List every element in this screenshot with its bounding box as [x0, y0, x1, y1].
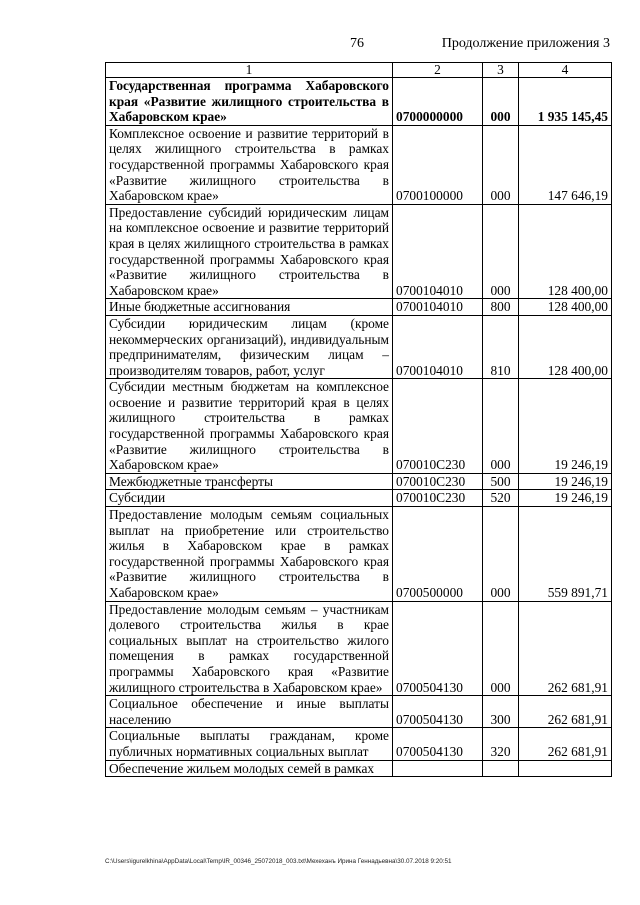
row-name-cell: Предоставление субсидий юридическим лицам на комплексное освоение и развитие территорий края в целях жилищного строительства в рамках государственной программы Хабаровского края «Развитие жилищного строительства в Хабаровском крае» — [106, 204, 393, 299]
row-code-cell: 0700104010 — [393, 315, 483, 378]
page-header — [0, 36, 640, 56]
table-row — [106, 760, 612, 777]
row-name-cell: Иные бюджетные ассигнования — [106, 299, 393, 316]
row-code-cell: 0700500000 — [393, 507, 483, 602]
row-code-cell: 0700000000 — [393, 78, 483, 126]
budget-table — [105, 62, 612, 777]
row-code-cell: 070010С230 — [393, 473, 483, 490]
row-amount-cell: 1 935 145,45 — [519, 78, 612, 126]
row-amount-cell: 128 400,00 — [519, 315, 612, 378]
table-row — [106, 473, 612, 490]
row-type-cell: 320 — [483, 728, 519, 760]
table-row — [106, 490, 612, 507]
table-row — [106, 379, 612, 474]
row-amount-cell: 559 891,71 — [519, 507, 612, 602]
table-row — [106, 78, 612, 126]
row-code-cell: 0700100000 — [393, 125, 483, 204]
table-row — [106, 696, 612, 728]
row-type-cell — [483, 760, 519, 777]
file-path-footer: C:\Users\igurelkhina\AppData\Local\Temp\IR_00346_25072018_003.txt\Мехеханъ Ирина Геннадьевна\30.07.2018 9:20:51 — [105, 858, 452, 865]
row-amount-cell: 19 246,19 — [519, 490, 612, 507]
table-row — [106, 601, 612, 696]
row-amount-cell — [519, 760, 612, 777]
table-row — [106, 315, 612, 378]
table-header-row — [106, 63, 612, 78]
row-name-cell: Межбюджетные трансферты — [106, 473, 393, 490]
row-name-cell: Предоставление молодым семьям – участникам долевого строительства жилья в крае социальных выплат на строительство жилого помещения в рамках государственной программы Хабаровского края «Развитие жилищного строительства в Хабаровском крае» — [106, 601, 393, 696]
row-name-cell: Обеспечение жильем молодых семей в рамках — [106, 760, 393, 777]
row-amount-cell: 262 681,91 — [519, 696, 612, 728]
row-name-cell: Субсидии местным бюджетам на комплексное освоение и развитие территорий края в целях жилищного строительства в рамках государственной программы Хабаровского края «Развитие жилищного строительства в Хабаровском крае» — [106, 379, 393, 474]
table-row — [106, 204, 612, 299]
row-name-cell: Социальные выплаты гражданам, кроме публичных нормативных социальных выплат — [106, 728, 393, 760]
row-amount-cell: 19 246,19 — [519, 473, 612, 490]
row-name-cell: Государственная программа Хабаровского края «Развитие жилищного строительства в Хабаровском крае» — [106, 78, 393, 126]
column-header-1: 1 — [106, 63, 393, 78]
row-name-cell: Субсидии — [106, 490, 393, 507]
row-type-cell: 520 — [483, 490, 519, 507]
row-code-cell: 0700504130 — [393, 728, 483, 760]
row-code-cell: 070010С230 — [393, 490, 483, 507]
column-header-4: 4 — [519, 63, 612, 78]
table-row — [106, 299, 612, 316]
row-code-cell: 0700504130 — [393, 601, 483, 696]
row-name-cell: Субсидии юридическим лицам (кроме некоммерческих организаций), индивидуальным предпринимателям, физическим лицам – производителям товаров, работ, услуг — [106, 315, 393, 378]
row-amount-cell: 262 681,91 — [519, 728, 612, 760]
row-code-cell: 0700104010 — [393, 204, 483, 299]
row-amount-cell: 147 646,19 — [519, 125, 612, 204]
row-code-cell: 0700104010 — [393, 299, 483, 316]
row-name-cell: Предоставление молодым семьям социальных выплат на приобретение или строительство жилья в Хабаровском крае в рамках государственной программы Хабаровского края «Развитие жилищного строительства в Хабаровском крае» — [106, 507, 393, 602]
row-type-cell: 800 — [483, 299, 519, 316]
row-code-cell — [393, 760, 483, 777]
row-name-cell: Социальное обеспечение и иные выплаты населению — [106, 696, 393, 728]
row-amount-cell: 262 681,91 — [519, 601, 612, 696]
column-header-2: 2 — [393, 63, 483, 78]
row-type-cell: 000 — [483, 507, 519, 602]
row-code-cell: 070010С230 — [393, 379, 483, 474]
page-number: 76 — [350, 36, 364, 51]
row-type-cell: 000 — [483, 125, 519, 204]
row-type-cell: 000 — [483, 601, 519, 696]
table-row — [106, 125, 612, 204]
row-type-cell: 500 — [483, 473, 519, 490]
row-amount-cell: 19 246,19 — [519, 379, 612, 474]
row-type-cell: 810 — [483, 315, 519, 378]
column-header-3: 3 — [483, 63, 519, 78]
row-code-cell: 0700504130 — [393, 696, 483, 728]
row-name-cell: Комплексное освоение и развитие территорий в целях жилищного строительства в рамках государственной программы Хабаровского края «Развитие жилищного строительства в Хабаровском крае» — [106, 125, 393, 204]
appendix-continuation-label: Продолжение приложения 3 — [441, 36, 610, 51]
row-amount-cell: 128 400,00 — [519, 204, 612, 299]
row-type-cell: 000 — [483, 379, 519, 474]
table-row — [106, 507, 612, 602]
row-type-cell: 000 — [483, 204, 519, 299]
table-row — [106, 728, 612, 760]
row-amount-cell: 128 400,00 — [519, 299, 612, 316]
row-type-cell: 300 — [483, 696, 519, 728]
row-type-cell: 000 — [483, 78, 519, 126]
